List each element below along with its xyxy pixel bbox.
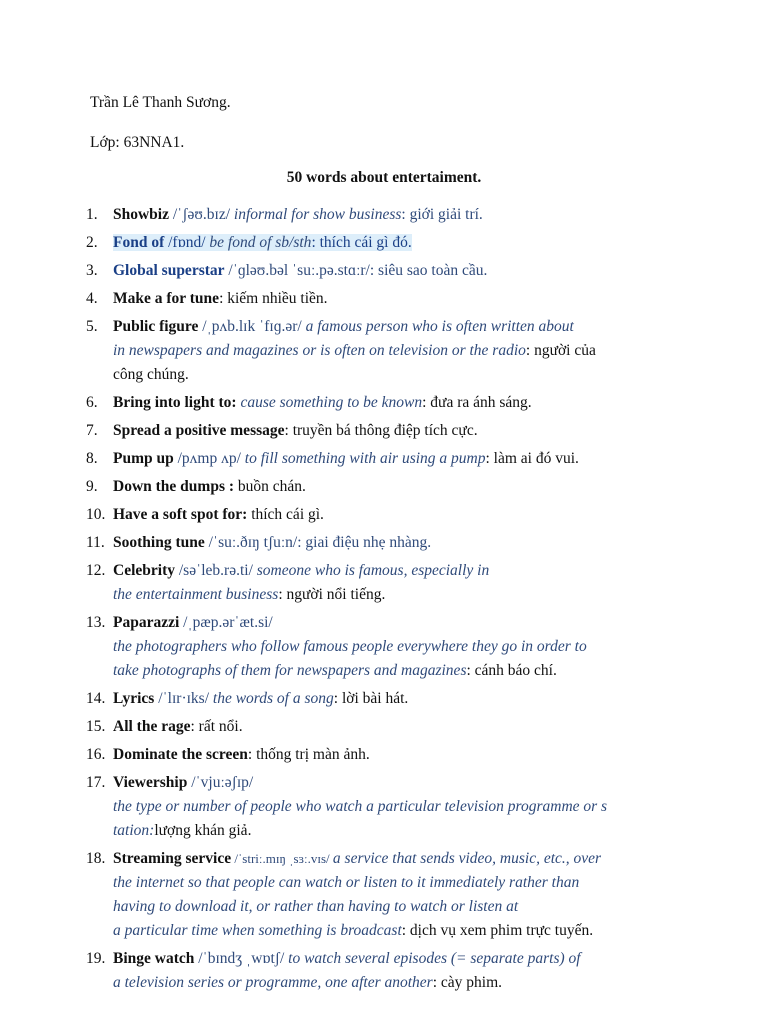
- item-number: 6.: [86, 394, 98, 411]
- item-definition: informal for show business: [233, 206, 402, 223]
- item-ipa: /ˈbɪndʒ ˌwɒtʃ/: [194, 950, 289, 967]
- list-item: [0, 259, 768, 283]
- item-meaning: : thích cái gì đó.: [311, 234, 412, 251]
- item-meaning: : đưa ra ánh sáng.: [422, 394, 532, 411]
- item-number: 17.: [86, 774, 106, 791]
- class-label: Lớp: 63NNA1.: [90, 134, 185, 151]
- list-item: [0, 503, 768, 527]
- item-term: Streaming service: [113, 850, 232, 867]
- item-definition: the type or number of people who watch a particular television programme or s: [113, 798, 608, 815]
- item-number: 8.: [86, 450, 98, 467]
- list-item: [0, 391, 768, 415]
- item-number: 13.: [86, 614, 106, 631]
- item-number: 16.: [86, 746, 106, 763]
- item-definition-cont: take photographs of them for newspapers and magazines: [113, 662, 467, 679]
- item-definition: be fond of sb/sth: [209, 234, 312, 251]
- item-number: 4.: [86, 290, 98, 307]
- item-term: All the rage: [113, 718, 191, 735]
- item-term: Viewership: [113, 774, 188, 791]
- item-number: 12.: [86, 562, 106, 579]
- item-meaning: : người của: [525, 342, 596, 359]
- list-item: [0, 287, 768, 311]
- item-ipa: /ˈvjuːəʃɪp/: [187, 774, 254, 791]
- item-number: 15.: [86, 718, 106, 735]
- item-term: Have a soft spot for:: [113, 506, 248, 523]
- list-item: [0, 447, 768, 471]
- list-item: [0, 687, 768, 711]
- item-term: Dominate the screen: [113, 746, 248, 763]
- list-item: [0, 531, 768, 555]
- item-term: Bring into light to:: [113, 394, 237, 411]
- item-ipa: /ˈstriː.mɪŋ ˌsɜː.vɪs/: [231, 851, 333, 866]
- item-meaning: : làm ai đó vui.: [485, 450, 579, 467]
- item-term: Showbiz: [113, 206, 169, 223]
- item-meaning: : kiếm nhiều tiền.: [219, 290, 328, 307]
- vocabulary-list: [0, 203, 768, 999]
- item-number: 7.: [86, 422, 98, 439]
- item-meaning: thích cái gì.: [247, 506, 324, 523]
- item-number: 3.: [86, 262, 98, 279]
- item-ipa: /ˈsuː.ðɪŋ tʃuːn/: giai điệu nhẹ nhàng.: [204, 534, 432, 551]
- item-meaning: : cày phim.: [432, 974, 503, 991]
- item-term: Global superstar: [113, 262, 225, 279]
- item-ipa: /ˈɡləʊ.bəl ˈsuː.pə.stɑːr/: siêu sao toàn cầu.: [224, 262, 488, 279]
- item-term: Public figure: [113, 318, 199, 335]
- item-definition-cont: having to download it, or rather than having to watch or listen at: [113, 898, 519, 915]
- item-term: Soothing tune: [113, 534, 205, 551]
- item-number: 9.: [86, 478, 98, 495]
- list-item: [0, 203, 768, 227]
- item-meaning: : dịch vụ xem phim trực tuyến.: [401, 922, 594, 939]
- item-definition-cont: the internet so that people can watch or listen to it immediately rather than: [113, 874, 580, 891]
- item-term: Binge watch: [113, 950, 195, 967]
- item-ipa: /səˈleb.rə.ti/: [174, 562, 257, 579]
- item-ipa: /ˈʃəʊ.bɪz/: [169, 206, 234, 223]
- list-item: [0, 419, 768, 443]
- item-ipa: /pʌmp ʌp/: [173, 450, 245, 467]
- item-ipa: /ˌpʌb.lɪk ˈfɪɡ.ər/: [198, 318, 306, 335]
- item-number: 2.: [86, 234, 98, 251]
- list-item: [0, 559, 768, 607]
- item-definition: the words of a song: [212, 690, 334, 707]
- list-item: [0, 611, 768, 683]
- item-meaning-cont: công chúng.: [113, 366, 189, 383]
- list-item: [0, 315, 768, 387]
- list-item: [0, 947, 768, 995]
- item-meaning: : rất nổi.: [190, 718, 243, 735]
- item-meaning: lượng khán giả.: [154, 822, 252, 839]
- item-number: 19.: [86, 950, 106, 967]
- item-term: Paparazzi: [113, 614, 180, 631]
- item-meaning: : cánh báo chí.: [466, 662, 557, 679]
- item-meaning: : người nổi tiếng.: [278, 586, 386, 603]
- item-definition-cont: tation:: [113, 822, 155, 839]
- item-term: Pump up: [113, 450, 174, 467]
- item-definition-cont: the entertainment business: [113, 586, 279, 603]
- item-number: 18.: [86, 850, 106, 867]
- list-item: [0, 847, 768, 943]
- item-term: Fond of: [113, 234, 165, 251]
- item-number: 10.: [86, 506, 106, 523]
- item-definition-cont: a television series or programme, one after another: [113, 974, 433, 991]
- item-term: Spread a positive message: [113, 422, 285, 439]
- item-number: 14.: [86, 690, 106, 707]
- item-definition-cont: a particular time when something is broadcast: [113, 922, 402, 939]
- item-meaning: : giới giải trí.: [401, 206, 483, 223]
- item-ipa: /ˌpæp.ərˈæt.si/: [179, 614, 273, 631]
- item-term: Lyrics: [113, 690, 155, 707]
- item-definition: to fill something with air using a pump: [244, 450, 486, 467]
- item-definition: the photographers who follow famous people everywhere they go in order to: [113, 638, 587, 655]
- item-term: Celebrity: [113, 562, 175, 579]
- item-number: 1.: [86, 206, 98, 223]
- item-meaning: : truyền bá thông điệp tích cực.: [284, 422, 478, 439]
- item-term: Make a for tune: [113, 290, 220, 307]
- item-number: 5.: [86, 318, 98, 335]
- item-meaning: : thống trị màn ảnh.: [247, 746, 370, 763]
- item-definition: cause something to be known: [236, 394, 423, 411]
- item-ipa: /fɒnd/: [164, 234, 210, 251]
- item-meaning: : lời bài hát.: [333, 690, 409, 707]
- item-term: Down the dumps :: [113, 478, 235, 495]
- item-number: 11.: [86, 534, 105, 551]
- item-meaning: buồn chán.: [234, 478, 306, 495]
- text-highlight: [113, 234, 412, 251]
- item-definition: a service that sends video, music, etc., over: [332, 850, 602, 867]
- item-definition: someone who is famous, especially in: [256, 562, 490, 579]
- item-definition: to watch several episodes (= separate parts) of: [288, 950, 581, 967]
- list-item: [0, 771, 768, 843]
- document-title: 50 words about entertaiment.: [286, 169, 482, 186]
- list-item: [0, 475, 768, 499]
- list-item-highlighted: [0, 231, 768, 255]
- list-item: [0, 743, 768, 767]
- list-item: [0, 715, 768, 739]
- author-name: Trần Lê Thanh Sương.: [90, 94, 231, 111]
- item-ipa: /ˈlɪr·ɪks/: [154, 690, 213, 707]
- item-definition-cont: in newspapers and magazines or is often on television or the radio: [113, 342, 526, 359]
- item-definition: a famous person who is often written about: [305, 318, 574, 335]
